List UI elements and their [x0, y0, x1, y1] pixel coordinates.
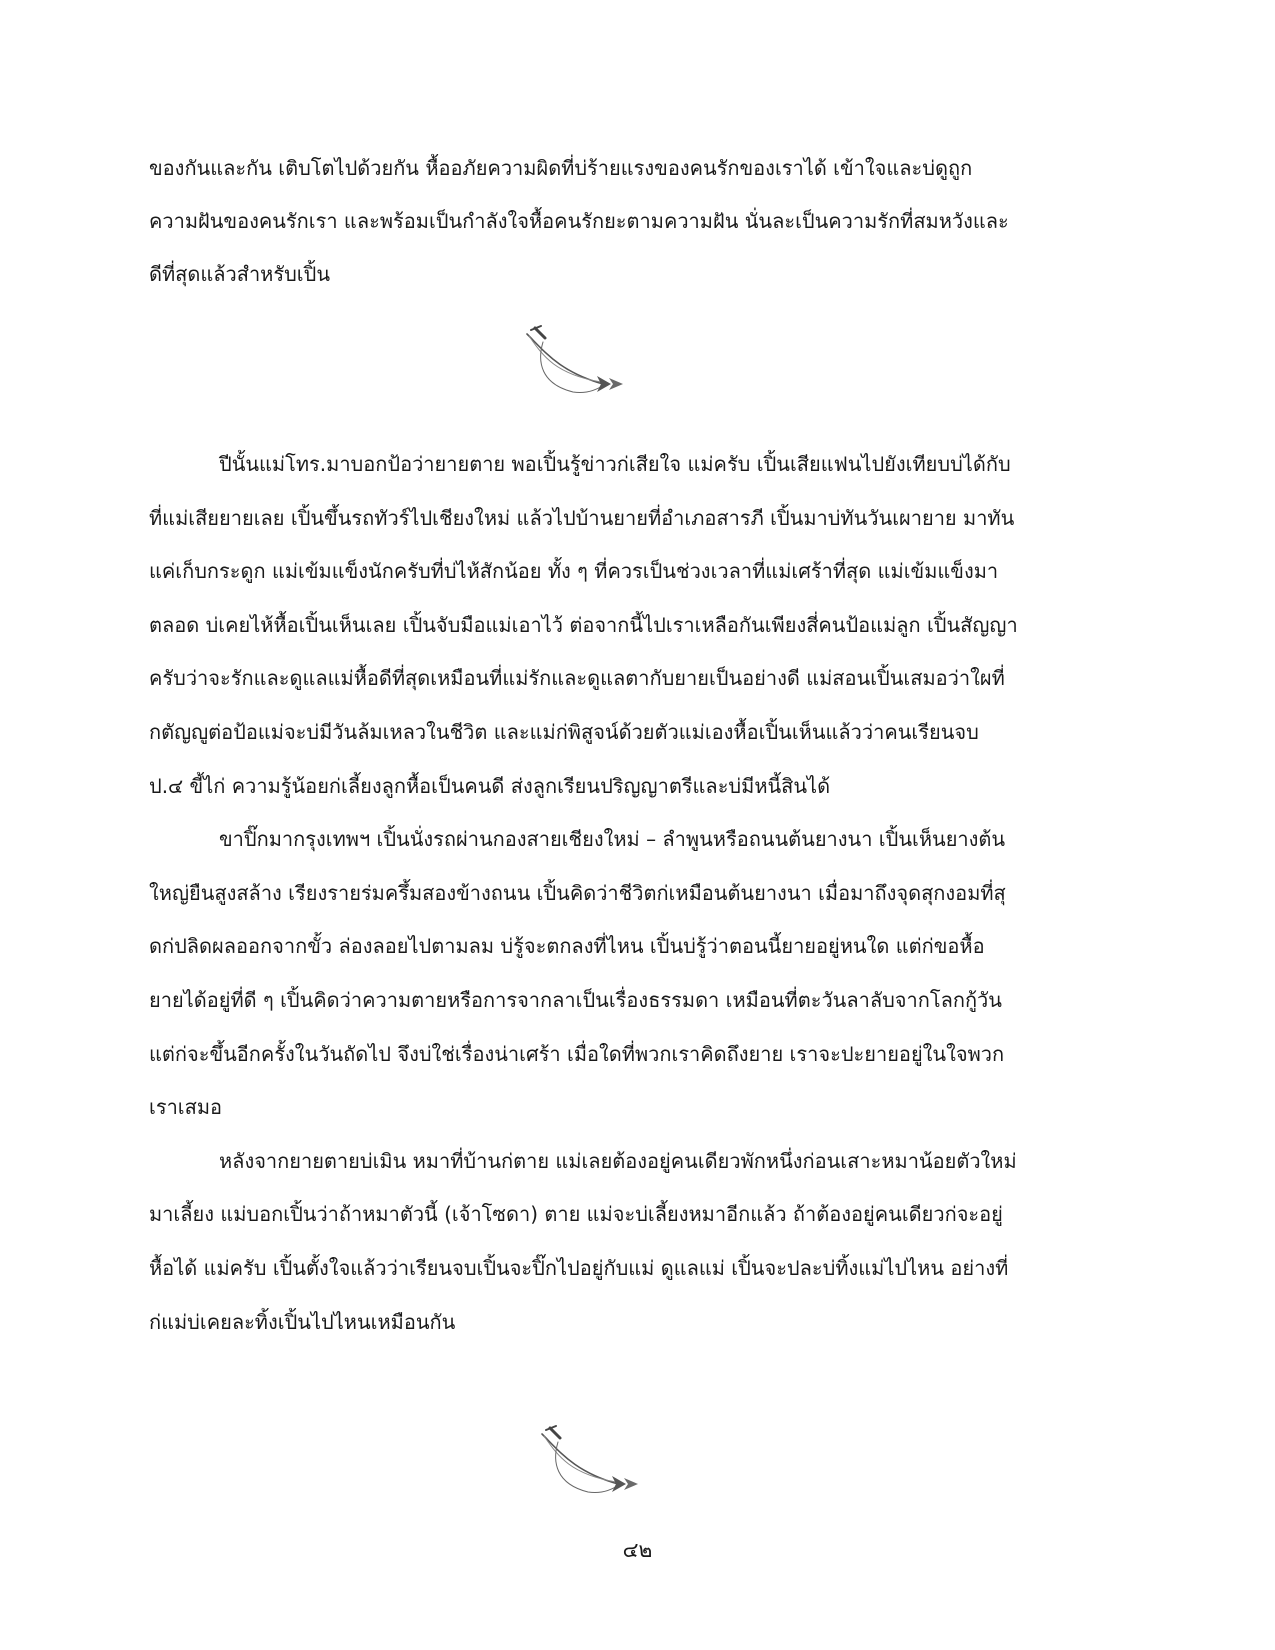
- page-number: ๔๒: [622, 1538, 653, 1562]
- paragraph: ของกันและกัน เติบโตไปด้วยกัน หื้ออภัยความผิดที่บ่ร้ายแรงของคนรักของเราได้ เข้าใจและบ่ดูถูกความฝันของคนรักเรา และพร้อมเป็นกำลังใจหื้อคนรักยะตามความฝัน นั่นละเป็นความรักที่สมหวังและดีที่สุดแล้วสำหรับเปิ้น: [149, 156, 1009, 286]
- arrow-bow-ornament-icon: [530, 1422, 660, 1512]
- paragraph: หลังจากยายตายบ่เมิน หมาที่บ้านก่ตาย แม่เลยต้องอยู่คนเดียวพักหนึ่งก่อนเสาะหมาน้อยตัวใหม่มาเลี้ยง แม่บอกเปิ้นว่าถ้าหมาตัวนี้ (เจ้าโซดา) ตาย แม่จะบ่เลี้ยงหมาอีกแล้ว ถ้าต้องอยู่คนเดียวก่จะอยู่หื้อได้ แม่ครับ เปิ้นตั้งใจแล้วว่าเรียนจบเปิ้นจะปิ๊กไปอยู่กับแม่ ดูแลแม่ เปิ้นจะปละบ่ทิ้งแม่ไปไหน อย่างที่ก่แม่บ่เคยละทิ้งเปิ้นไปไหนเหมือนกัน: [149, 1148, 1017, 1334]
- paragraph: ขาปิ๊กมากรุงเทพฯ เปิ้นนั่งรถผ่านกองสายเชียงใหม่ – ลำพูนหรือถนนต้นยางนา เปิ้นเห็นยางต้นใหญ่ยืนสูงสล้าง เรียงรายร่มครึ้มสองข้างถนน เปิ้นคิดว่าชีวิตก่เหมือนต้นยางนา เมื่อมาถึงจุดสุกงอมที่สุดก่ปลิดผลออกจากขั้ว ล่องลอยไปตามลม บ่รู้จะตกลงที่ไหน เปิ้นบ่รู้ว่าตอนนี้ยายอยู่หนใด แต่ก่ขอหื้อยายได้อยู่ที่ดี ๆ เปิ้นคิดว่าความตายหรือการจากลาเป็นเรื่องธรรมดา เหมือนที่ตะวันลาลับจากโลกกู้วัน แต่ก่จะขึ้นอีกครั้งในวันถัดไป จึงบ่ใช่เรื่องน่าเศร้า เมื่อใดที่พวกเราคิดถึงยาย เราจะปะยายอยู่ในใจพวกเราเสมอ: [149, 827, 1006, 1120]
- arrow-bow-ornament-icon: [515, 322, 645, 412]
- text-block-top: [149, 142, 1019, 301]
- text-block-main: [149, 438, 1019, 1349]
- paragraph: ปีนั้นแม่โทร.มาบอกป้อว่ายายตาย พอเปิ้นรู้ข่าวก่เสียใจ แม่ครับ เปิ้นเสียแฟนไปยังเทียบบ่ได้กับที่แม่เสียยายเลย เปิ้นขึ้นรถทัวร์ไปเชียงใหม่ แล้วไปบ้านยายที่อำเภอสารภี เปิ้นมาบ่ทันวันเผายาย มาทันแค่เก็บกระดูก แม่เข้มแข็งนักครับที่บ่ไห้สักน้อย ทั้ง ๆ ที่ควรเป็นช่วงเวลาที่แม่เศร้าที่สุด แม่เข้มแข็งมาตลอด บ่เคยไห้หื้อเปิ้นเห็นเลย เปิ้นจับมือแม่เอาไว้ ต่อจากนี้ไปเราเหลือกันเพียงสี่คนป้อแม่ลูก เปิ้นสัญญาครับว่าจะรักและดูแลแม่หื้อดีที่สุดเหมือนที่แม่รักและดูแลตากับยายเป็นอย่างดี แม่สอนเปิ้นเสมอว่าใผที่กตัญญูต่อป้อแม่จะบ่มีวันล้มเหลวในชีวิต และแม่ก่พิสูจน์ด้วยตัวแม่เองหื้อเปิ้นเห็นแล้วว่าคนเรียนจบ ป.๔ ขี้ไก่ ความรู้น้อยก่เลี้ยงลูกหื้อเป็นคนดี ส่งลูกเรียนปริญญาตรีและบ่มีหนี้สินได้: [149, 452, 1018, 798]
